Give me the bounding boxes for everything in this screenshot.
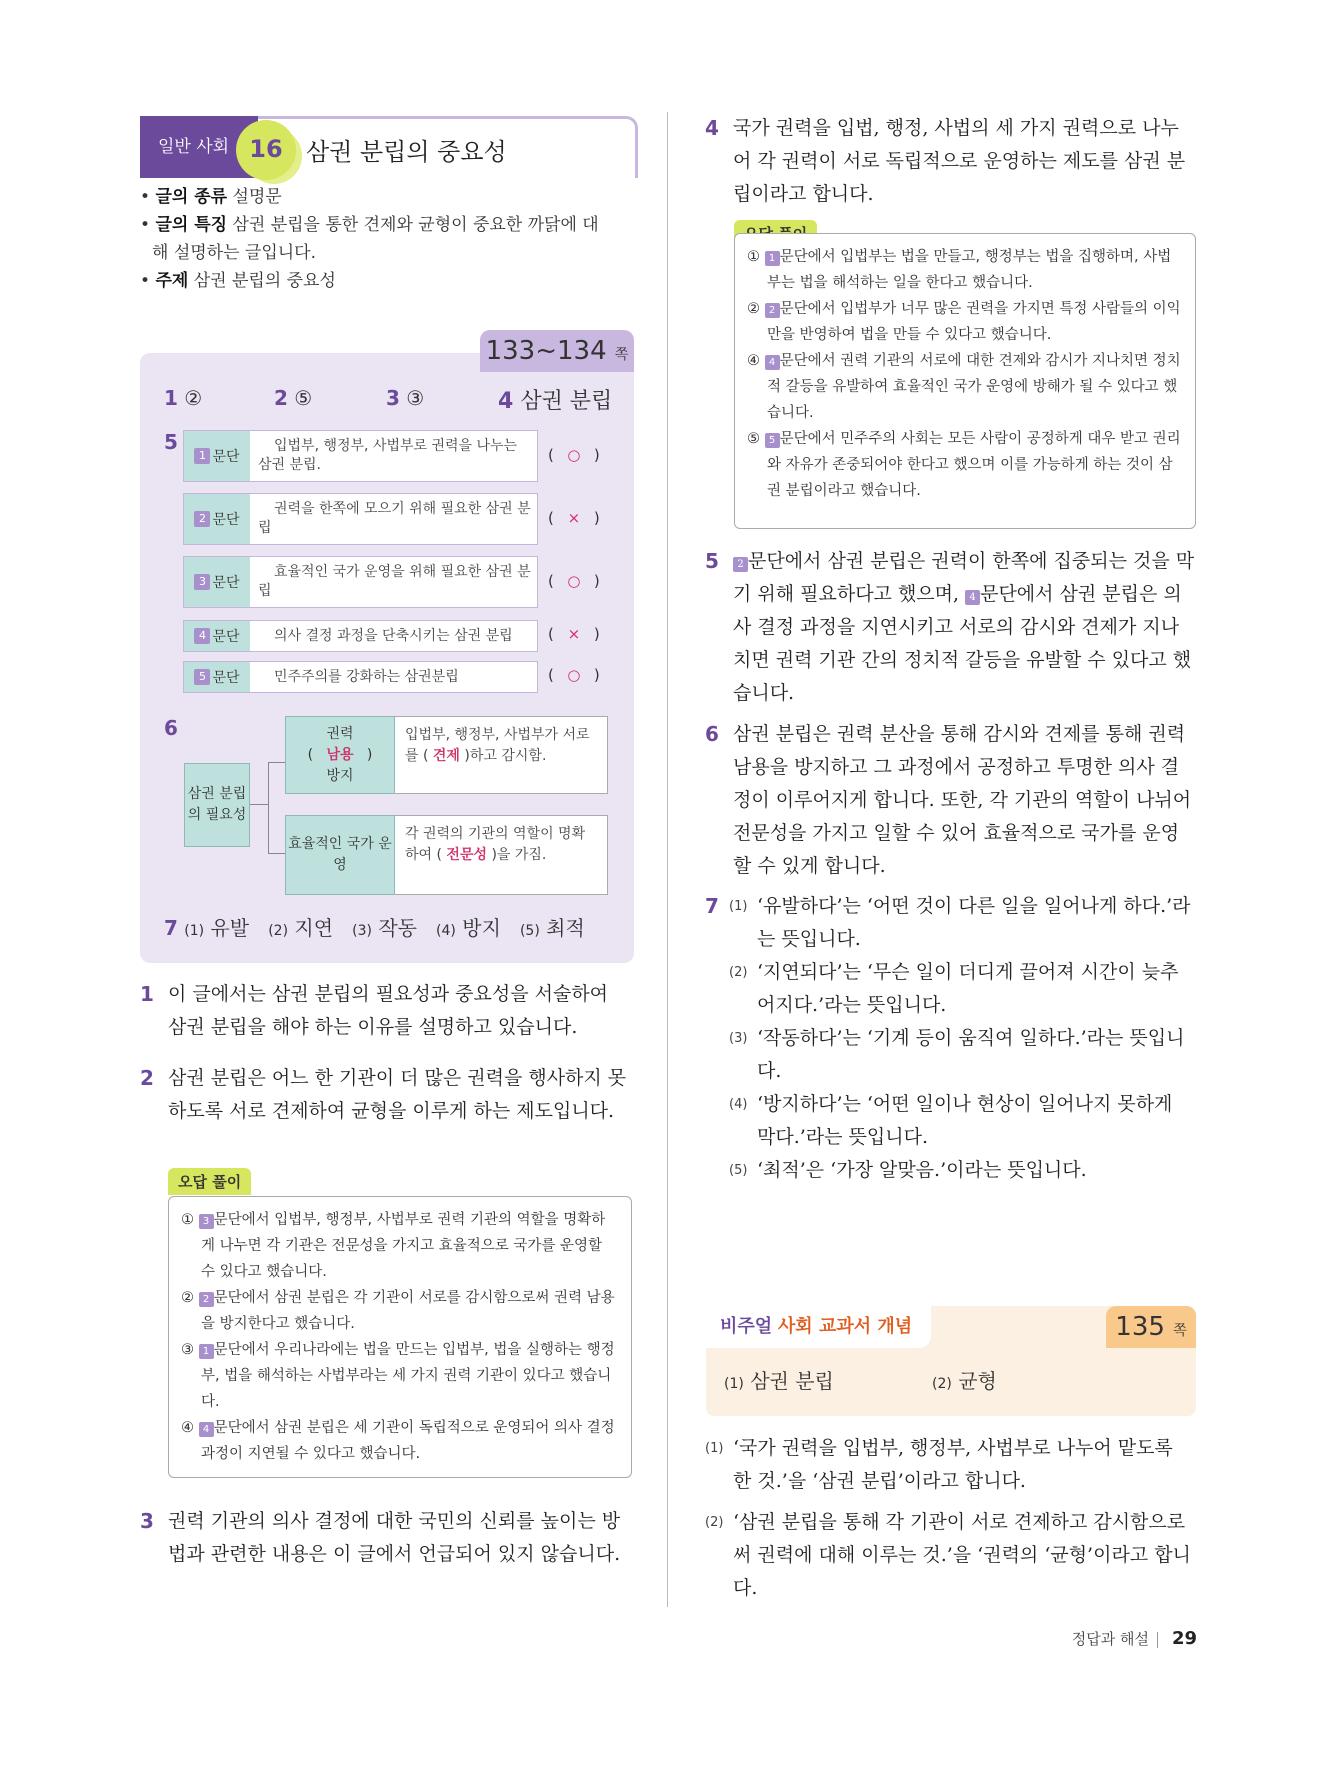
diagram-connector bbox=[268, 853, 285, 854]
q5-row: 5 문단 민주주의를 강화하는 삼권분립 bbox=[183, 661, 538, 693]
odap-box-right bbox=[734, 233, 1196, 529]
diagram-root: 삼권 분립의 필요성 bbox=[184, 763, 250, 847]
answer-6-label: 6 bbox=[164, 716, 178, 740]
definition-item: (4) ‘방지하다’는 ‘어떤 일이나 현상이 일어나지 못하게 막다.’라는 뜻입니다. bbox=[729, 1093, 1173, 1148]
lesson-number-badge: 16 bbox=[236, 120, 296, 180]
q5-row: 3 문단 효율적인 국가 운영을 위해 필요한 삼권 분립 bbox=[183, 556, 538, 608]
q5-mark: ( × ) bbox=[548, 509, 600, 527]
page-footer bbox=[1072, 1628, 1197, 1649]
page-tab-135: 135 쪽 bbox=[1106, 1306, 1196, 1348]
definition-item: (1) ‘유발하다’는 ‘어떤 것이 다른 일을 일어나게 하다.’라는 뜻입니다. bbox=[729, 895, 1191, 950]
footer-separator bbox=[1157, 1632, 1158, 1648]
answer-2: 2 ⑤ bbox=[274, 386, 313, 410]
odap-box-left bbox=[168, 1196, 632, 1478]
column-divider bbox=[667, 112, 668, 1607]
q5-row: 4 문단 의사 결정 과정을 단축시키는 삼권 분립 bbox=[183, 620, 538, 652]
visual-answer-1: (1) 삼권 분립 bbox=[724, 1369, 834, 1393]
odap-item: ① 3 문단에서 입법부, 행정부, 사법부로 권력 기관의 역할을 명확하게 나누면 각 기관은 전문성을 가지고 효율적으로 국가를 운영할 수 있다고 했습니다. bbox=[181, 1212, 606, 1280]
explanation-3: 3 권력 기관의 의사 결정에 대한 국민의 신뢰를 높이는 방법과 관련한 내용은 이 글에서 언급되어 있지 않습니다. bbox=[140, 1509, 621, 1565]
odap-item: ④ 4 문단에서 삼권 분립은 세 기관이 독립적으로 운영되어 의사 결정 과정이 지연될 수 있다고 했습니다. bbox=[181, 1420, 615, 1462]
odap-item: ③ 1 문단에서 우리나라에는 법을 만드는 입법부, 법을 실행하는 행정부, 법을 해석하는 사법부라는 세 가지 권력 기관이 있다고 했습니다. bbox=[181, 1342, 615, 1410]
visual-explanation-2: (2) ‘삼권 분립을 통해 각 기관이 서로 견제하고 감시함으로써 권력에 대해 이루는 것.’을 ‘권력의 ‘균형’이라고 합니다. bbox=[705, 1511, 1191, 1599]
q5-mark: ( × ) bbox=[548, 625, 600, 643]
odap-item: ② 2 문단에서 삼권 분립은 각 기관이 서로를 감시함으로써 권력 남용을 방지한다고 했습니다. bbox=[181, 1290, 615, 1332]
diagram-branch-2-text: 각 권력의 기관의 역할이 명확하여 ( 전문성 )을 가짐. bbox=[395, 815, 608, 895]
q5-mark: ( ○ ) bbox=[548, 666, 600, 684]
section-header bbox=[140, 116, 638, 178]
visual-explanation-1: (1) ‘국가 권력을 입법부, 행정부, 사법부로 나누어 맡도록 한 것.’을 ‘삼권 분립’이라고 합니다. bbox=[705, 1437, 1173, 1492]
answer-5-label: 5 bbox=[164, 430, 178, 454]
q5-mark: ( ○ ) bbox=[548, 572, 600, 590]
page-number: 29 bbox=[1171, 1628, 1197, 1649]
q5-row: 2 문단 권력을 한쪽에 모으기 위해 필요한 삼권 분립 bbox=[183, 493, 538, 545]
q5-mark: ( ○ ) bbox=[548, 446, 600, 464]
answer-3: 3 ③ bbox=[386, 386, 425, 410]
explanation-4: 4 국가 권력을 입법, 행정, 사법의 세 가지 권력으로 나누어 각 권력이 서로 독립적으로 운영하는 제도를 삼권 분립이라고 합니다. bbox=[705, 116, 1186, 205]
diagram-connector bbox=[268, 762, 269, 853]
definition-item: (2) ‘지연되다’는 ‘무슨 일이 더디게 끌어져 시간이 늦추어지다.’라는 뜻입니다. bbox=[729, 961, 1179, 1016]
visual-answer-2: (2) 균형 bbox=[932, 1369, 997, 1393]
answer-1: 1 ② bbox=[164, 386, 203, 410]
meta-kind: • 글의 종류 설명문 bbox=[140, 187, 282, 207]
explanation-5: 5 2 문단에서 삼권 분립은 권력이 한쪽에 집중되는 것을 막기 위해 필요하다고 했으며, 4 문단에서 삼권 분립은 의사 결정 과정을 지연시키고 서로의 감시와 견제가 지나치면 권력 기관 간의 정치적 갈등을 유발할 수 있다고 했습니다. bbox=[705, 549, 1195, 704]
definition-item: (5) ‘최적’은 ‘가장 알맞음.’이라는 뜻입니다. bbox=[729, 1159, 1087, 1181]
answer-4: 4 삼권 분립 bbox=[498, 389, 613, 414]
diagram-connector bbox=[268, 762, 285, 763]
answer-7: 7 (1) 유발 (2) 지연 (3) 작동 (4) 방지 (5) 최적 bbox=[164, 916, 585, 940]
definition-item: (3) ‘작동하다’는 ‘기계 등이 움직여 일하다.’라는 뜻입니다. bbox=[729, 1027, 1185, 1082]
meta-feature: • 글의 특징 삼권 분립을 통한 견제와 균형이 중요한 까닭에 대 bbox=[140, 215, 599, 235]
explanation-6: 6 삼권 분립은 권력 분산을 통해 감시와 견제를 통해 권력 남용을 방지하고 그 과정에서 공정하고 투명한 의사 결정이 이루어지게 합니다. 또한, 각 기관의 역할이 나뉘어 전문성을 가지고 일할 수 있어 효율적으로 국가를 운영할 수 있게 합니다. bbox=[705, 722, 1192, 877]
visual-concept-title: 비주얼 사회 교과서 개념 bbox=[706, 1306, 931, 1348]
meta-topic: • 주제 삼권 분립의 중요성 bbox=[140, 271, 336, 291]
lesson-title: 삼권 분립의 중요성 bbox=[306, 138, 507, 166]
odap-tag-left: 오답 풀이 bbox=[168, 1168, 251, 1195]
footer-label: 정답과 해설 bbox=[1071, 1630, 1149, 1648]
q5-row: 1 문단 입법부, 행정부, 사법부로 권력을 나누는 삼권 분립. bbox=[183, 430, 538, 482]
meta-feature-cont: 해 설명하는 글입니다. bbox=[152, 243, 317, 263]
odap-item: ② 2 문단에서 입법부가 너무 많은 권력을 가지면 특정 사람들의 이익만을 반영하여 법을 만들 수 있다고 했습니다. bbox=[747, 301, 1181, 343]
diagram-branch-2: 효율적인 국가 운영 bbox=[285, 815, 395, 895]
diagram-connector bbox=[250, 804, 268, 805]
diagram-branch-1-text: 입법부, 행정부, 사법부가 서로를 ( 견제 )하고 감시함. bbox=[395, 716, 608, 794]
odap-item: ④ 4 문단에서 권력 기관의 서로에 대한 견제와 감시가 지나치면 정치적 갈등을 유발하여 효율적인 국가 운영에 방해가 될 수 있다고 했습니다. bbox=[747, 353, 1181, 421]
explanation-1: 1 이 글에서는 삼권 분립의 필요성과 중요성을 서술하여 삼권 분립을 해야 하는 이유를 설명하고 있습니다. bbox=[140, 982, 609, 1038]
category-tag: 일반 사회 bbox=[140, 116, 258, 178]
diagram-branch-1: 권력 ( 남용 ) 방지 bbox=[285, 716, 395, 794]
odap-item: ⑤ 5 문단에서 민주주의 사회는 모든 사람이 공정하게 대우 받고 권리와 자유가 존중되어야 한다고 했으며 이를 가능하게 하는 것이 삼권 분립이라고 했습니다. bbox=[747, 431, 1181, 499]
page-range-tab: 133~134 쪽 bbox=[480, 330, 634, 372]
explanation-2: 2 삼권 분립은 어느 한 기관이 더 많은 권력을 행사하지 못하도록 서로 견제하여 균형을 이루게 하는 제도입니다. bbox=[140, 1066, 627, 1122]
odap-item: ① 1 문단에서 입법부는 법을 만들고, 행정부는 법을 집행하며, 사법부는 법을 해석하는 일을 한다고 했습니다. bbox=[747, 249, 1172, 291]
